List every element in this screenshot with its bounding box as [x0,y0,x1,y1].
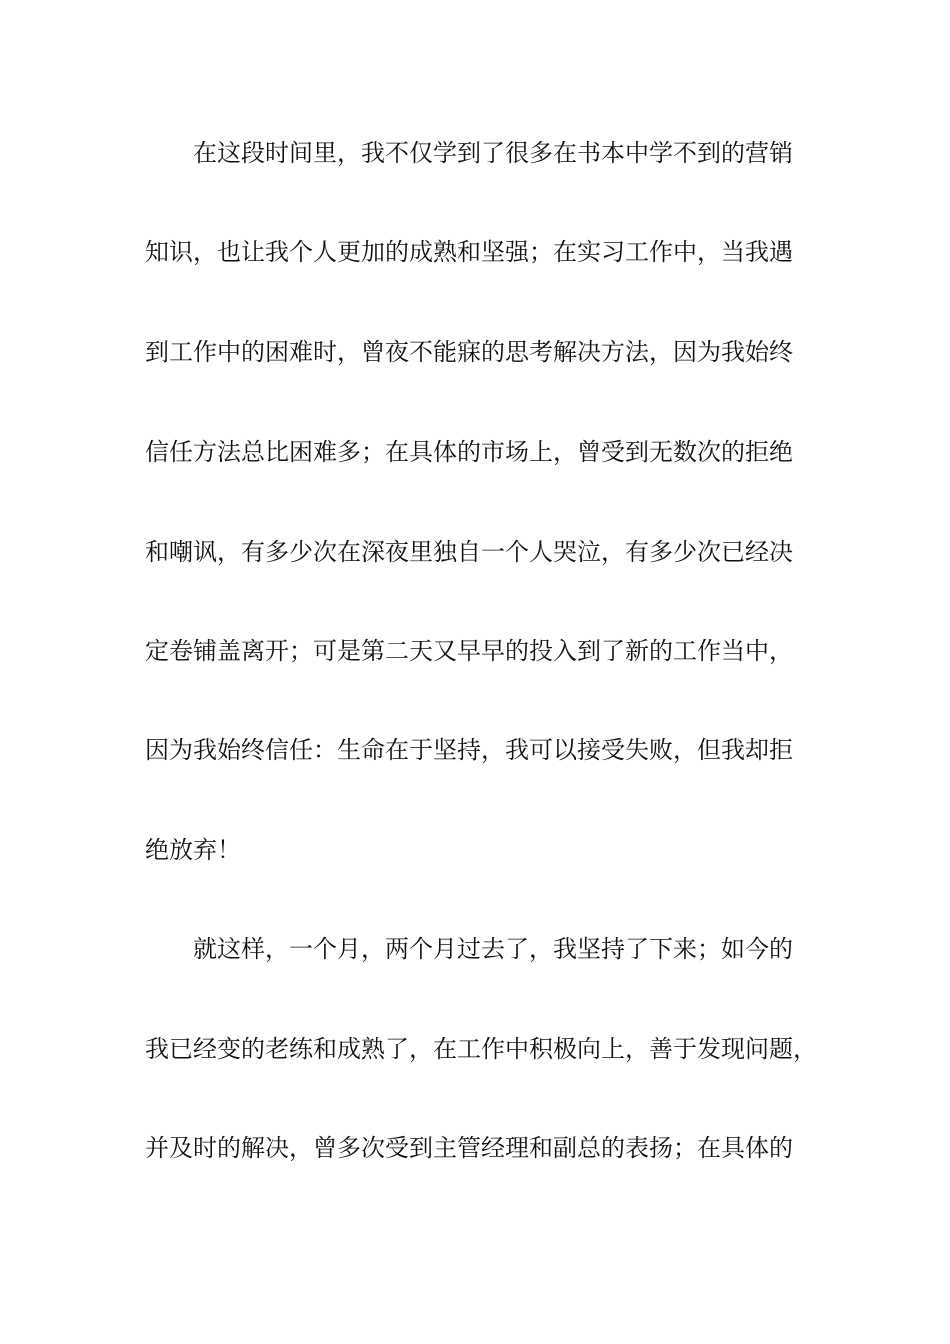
paragraph-1-line-1: 在这段时间里，我不仅学到了很多在书本中学不到的营销 [193,139,793,167]
paragraph-1-line-8: 绝放弃！ [145,836,241,864]
paragraph-2-line-3: 并及时的解决，曾多次受到主管经理和副总的表扬；在具体的 [145,1134,793,1162]
paragraph-1-line-6: 定卷铺盖离开；可是第二天又早早的投入到了新的工作当中， [145,637,793,665]
paragraph-1-line-4: 信任方法总比困难多；在具体的市场上，曾受到无数次的拒绝 [145,438,793,466]
paragraph-2-line-2: 我已经变的老练和成熟了，在工作中积极向上，善于发现问题， [145,1035,817,1063]
paragraph-1-line-7: 因为我始终信任：生命在于坚持，我可以接受失败，但我却拒 [145,736,793,764]
paragraph-1-line-2: 知识，也让我个人更加的成熟和坚强；在实习工作中，当我遇 [145,238,793,266]
paragraph-1-line-5: 和嘲讽，有多少次在深夜里独自一个人哭泣，有多少次已经决 [145,538,793,566]
paragraph-1-line-3: 到工作中的困难时，曾夜不能寐的思考解决方法，因为我始终 [145,338,793,366]
paragraph-2-line-1: 就这样，一个月，两个月过去了，我坚持了下来；如今的 [193,935,793,963]
